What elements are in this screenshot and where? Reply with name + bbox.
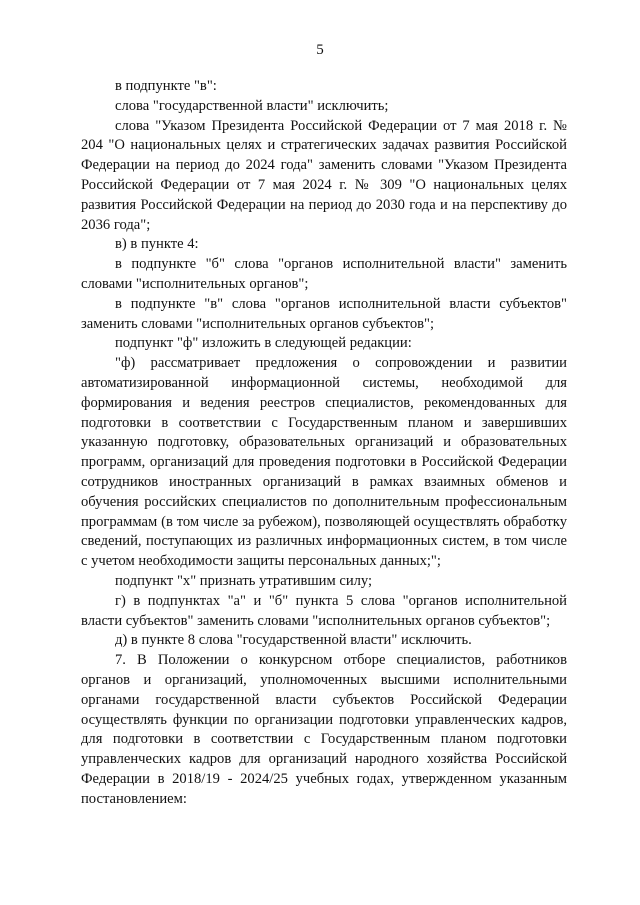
paragraph-item-4-heading: в) в пункте 4: <box>115 236 199 253</box>
paragraph-item-g: г) в подпунктах "а" и "б" пункта 5 слова "органов исполнительной власти субъектов" заменить словами "исполнительных органов субъектов"; <box>81 592 567 629</box>
paragraph-replace-decree: слова "Указом Президента Российской Федерации от 7 мая 2018 г. № 204 "О национальных целях и стратегических задачах развития Российской Федерации на период до 2024 года" заменить словами "Указом Президента Российской Федерации от 7 мая 2024 г. № 309 "О национальных целях развития Российской Федерации на период до 2030 года и на перспективу до 2036 года"; <box>81 117 567 233</box>
paragraph-exclude-gos-vlasti: слова "государственной власти" исключить; <box>115 97 389 114</box>
paragraph-subitem-h: подпункт "х" признать утратившим силу; <box>115 572 373 589</box>
paragraph-subitem-f-text: "ф) рассматривает предложения о сопровождении и развитии автоматизированной информационной системы, необходимой для формирования и ведения реестров специалистов, рекомендованных для подготовки в соответствии с Государственным планом и завершивших указанную подготовку, образовательных организаций и образовательных программ, организаций для проведения подготовки в Российской Федерации сотрудников иностранных организаций в рамках взаимных обменов и обучения российских специалистов по дополнительным профессиональным программам (в том числе за рубежом), позволяющей осуществлять обработку сведений, поступающих из различных информационных систем, в том числе с учетом необходимости защиты персональных данных;"; <box>81 355 567 570</box>
paragraph-section-7: 7. В Положении о конкурсном отборе специалистов, работников органов и организаций, уполномоченных высшими исполнительными органами государственной власти субъектов Российской Федерации осуществлять функции по организации подготовки управленческих кадров, для подготовки в соответствии с Государственным планом подготовки управленческих кадров для организаций народного хозяйства Российской Федерации в 2018/19 - 2024/25 учебных годах, утвержденном указанным постановлением: <box>81 652 567 807</box>
paragraph-subitem-b: в подпункте "б" слова "органов исполнительной власти" заменить словами "исполнительных органов"; <box>81 256 567 292</box>
paragraph-subitem-f-heading: подпункт "ф" изложить в следующей редакции: <box>115 335 412 352</box>
paragraph-subitem-v-heading: в подпункте "в": <box>115 78 217 94</box>
page-number: 5 <box>316 42 324 58</box>
document-body <box>81 77 567 809</box>
paragraph-item-d: д) в пункте 8 слова "государственной власти" исключить. <box>115 632 472 649</box>
paragraph-subitem-v: в подпункте "в" слова "органов исполнительной власти субъектов" заменить словами "исполнительных органов субъектов"; <box>81 295 567 332</box>
